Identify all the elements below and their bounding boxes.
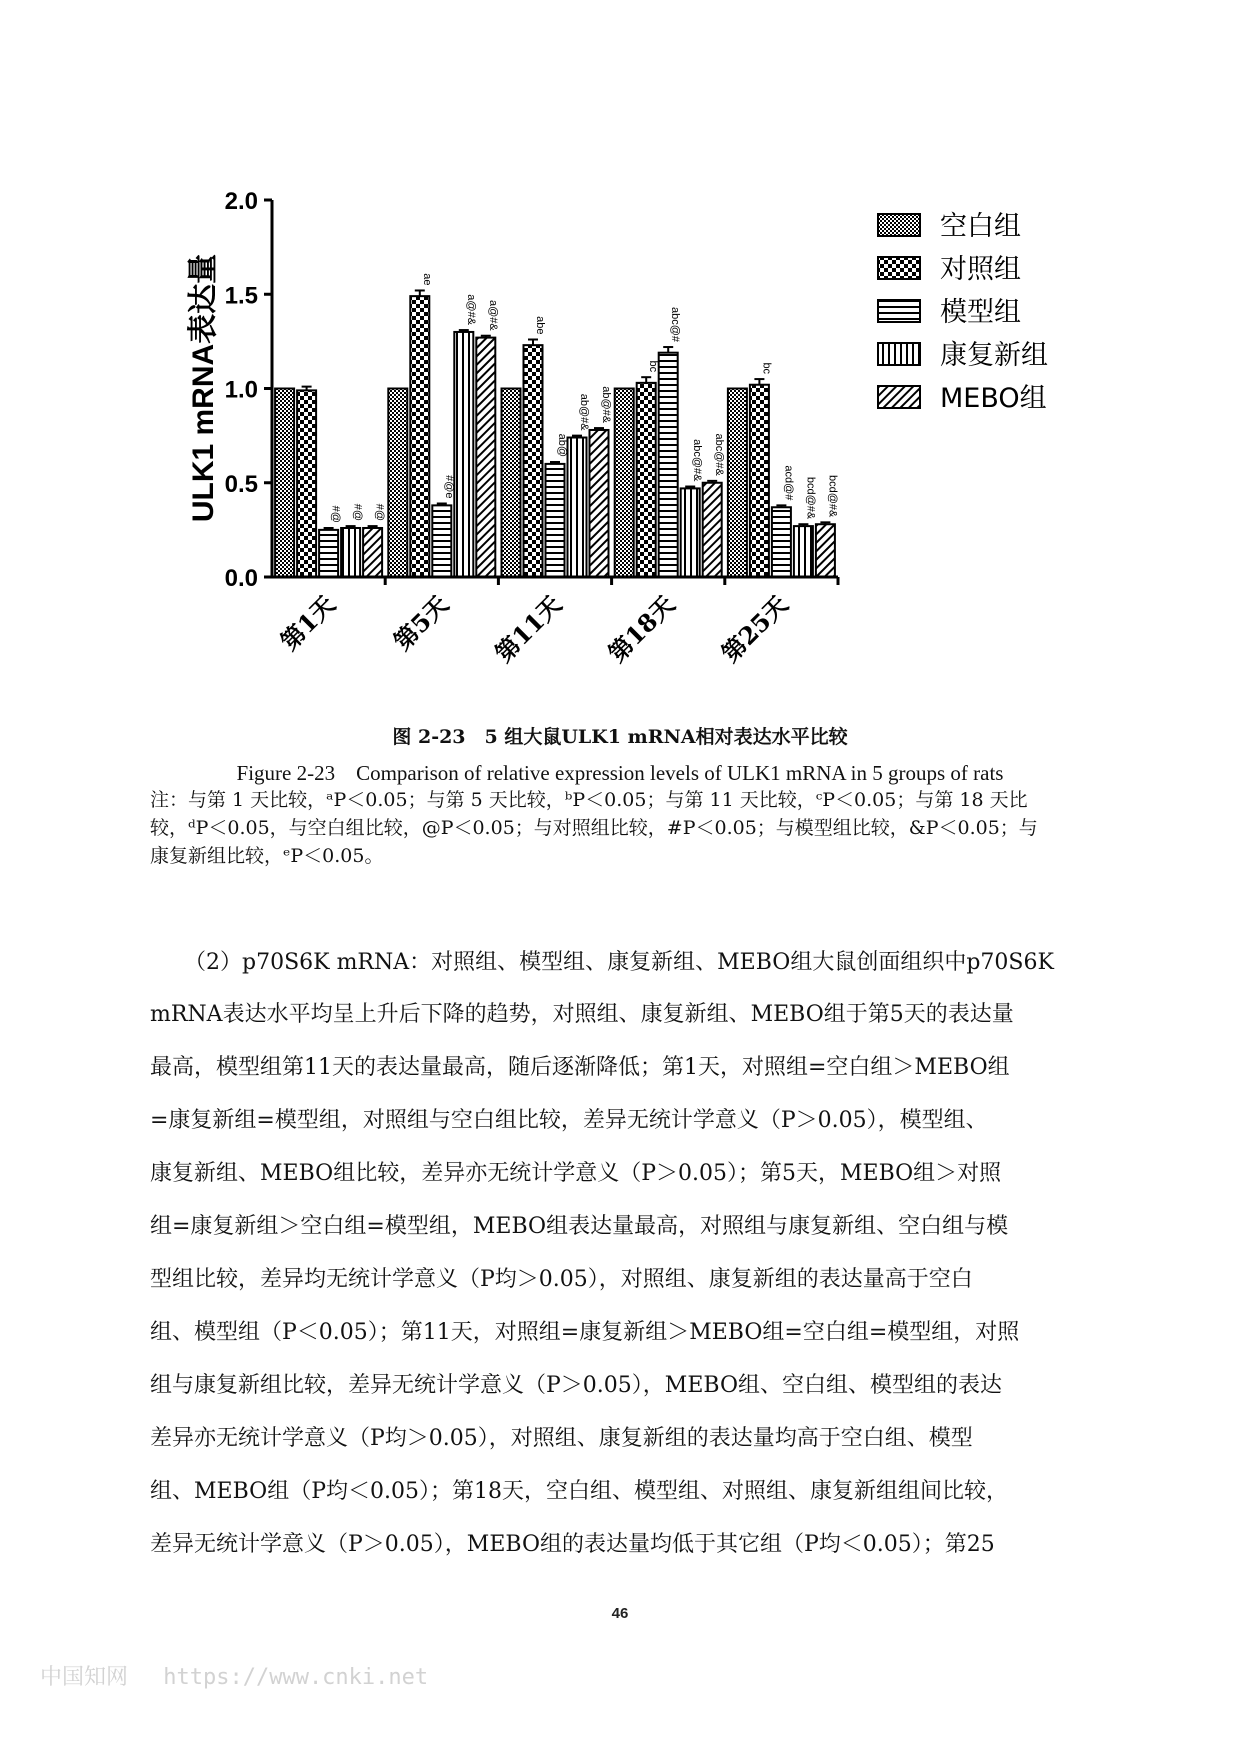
bar (341, 528, 360, 577)
legend-label: MEBO组 (940, 383, 1047, 414)
legend-label: 康复新组 (940, 340, 1048, 371)
data-label: ab@#& (578, 393, 590, 431)
y-tick-label: 1.5 (224, 282, 258, 310)
bar (524, 345, 543, 577)
data-label: #@e (442, 475, 455, 499)
bar (297, 390, 316, 577)
data-label: bc (647, 360, 660, 373)
legend-label: 对照组 (940, 254, 1021, 285)
legend-label: 模型组 (940, 297, 1021, 328)
cnki-watermark: 中国知网 https://www.cnki.net (40, 1665, 429, 1690)
body-text-line: 型组比较，差异均无统计学意义（P均＞0.05），对照组、康复新组的表达量高于空白 (150, 1267, 973, 1292)
figure-caption-cn: 图 2-23 5 组大鼠ULK1 mRNA相对表达水平比较 (392, 726, 848, 748)
data-label: #@ (329, 505, 342, 523)
x-tick-label: 第18天 (602, 589, 681, 668)
x-tick-label: 第25天 (715, 589, 794, 668)
bar (794, 526, 813, 577)
y-tick-label: 0.5 (224, 470, 258, 498)
data-label: bc (760, 362, 773, 375)
body-text-line: 最高，模型组第11天的表达量最高，随后逐渐降低；第1天，对照组=空白组＞MEBO组 (150, 1055, 1010, 1080)
data-label: abc@#& (713, 433, 726, 476)
body-text-line: 组与康复新组比较，差异无统计学意义（P＞0.05），MEBO组、空白组、模型组的表达 (150, 1373, 1002, 1398)
data-label: ae (420, 273, 433, 286)
data-label: a@#& (486, 299, 499, 331)
bar (476, 338, 495, 577)
data-label: ab@#& (600, 386, 612, 424)
bar (568, 438, 587, 577)
data-label: #@ (351, 503, 364, 522)
body-text-line: 组、MEBO组（P均＜0.05）；第18天，空白组、模型组、对照组、康复新组组间比较， (150, 1479, 1008, 1504)
bar (502, 389, 521, 578)
figure-note-line: 较，ᵈP＜0.05，与空白组比较，@P＜0.05；与对照组比较，#P＜0.05；与模型组比较，&P＜0.05；与 (150, 817, 1038, 839)
bar (275, 389, 294, 578)
bar (728, 389, 747, 578)
legend-label: 空白组 (940, 211, 1021, 242)
x-tick-label: 第5天 (387, 589, 455, 656)
legend-swatch (878, 257, 920, 279)
x-tick-label: 第1天 (274, 589, 341, 656)
figure-note-line: 康复新组比较，ᵉP＜0.05。 (150, 845, 384, 867)
ulk1-bar-chart (0, 0, 1240, 720)
y-tick-label: 1.0 (224, 376, 258, 404)
figure-caption-en: Figure 2-23 Comparison of relative expression levels of ULK1 mRNA in 5 groups of rats (236, 761, 1004, 785)
x-tick-label: 第11天 (489, 589, 568, 668)
bar (772, 507, 791, 577)
data-label: abc@#& (691, 439, 704, 482)
legend-swatch (878, 343, 920, 365)
bar (432, 505, 451, 577)
bar (681, 488, 700, 577)
data-label: #@ (373, 503, 386, 522)
legend-swatch (878, 300, 920, 322)
bar (590, 430, 609, 577)
legend-swatch (878, 214, 920, 236)
figure-note-line: 注：与第 1 天比较，ᵃP＜0.05；与第 5 天比较，ᵇP＜0.05；与第 11 天比较，ᶜP＜0.05；与第 18 天比 (150, 789, 1028, 811)
data-label: ab@ (556, 433, 568, 458)
bar (637, 383, 656, 577)
y-axis-label: ULK1 mRNA表达量 (187, 253, 220, 523)
body-text-line: =康复新组=模型组，对照组与空白组比较，差异无统计学意义（P＞0.05），模型组、 (150, 1108, 988, 1133)
bar (454, 332, 473, 577)
body-text-line: （2）p70S6K mRNA：对照组、模型组、康复新组、MEBO组大鼠创面组织中p70S6K (184, 950, 1054, 975)
bar (546, 464, 565, 577)
bar (750, 385, 769, 577)
data-label: a@#& (464, 294, 477, 326)
bar (659, 353, 678, 577)
body-text-line: mRNA表达水平均呈上升后下降的趋势，对照组、康复新组、MEBO组于第5天的表达量 (150, 1002, 1014, 1027)
body-text-line: 组=康复新组＞空白组=模型组，MEBO组表达量最高，对照组与康复新组、空白组与模 (150, 1214, 1009, 1239)
bar (319, 530, 338, 577)
data-label: acd@# (782, 465, 795, 501)
bar (816, 524, 835, 577)
bar (388, 389, 407, 578)
bar (410, 296, 429, 577)
bar (615, 389, 634, 578)
y-tick-label: 0.0 (224, 565, 258, 592)
body-text-line: 差异亦无统计学意义（P均＞0.05），对照组、康复新组的表达量均高于空白组、模型 (150, 1426, 973, 1451)
legend-swatch (878, 386, 920, 408)
body-text-line: 差异无统计学意义（P＞0.05），MEBO组的表达量均低于其它组（P均＜0.05）；第25 (150, 1532, 995, 1557)
bar (703, 483, 722, 577)
body-text-line: 康复新组、MEBO组比较，差异亦无统计学意义（P＞0.05）；第5天，MEBO组＞对照 (150, 1161, 1002, 1186)
y-tick-label: 2.0 (224, 188, 258, 215)
data-label: abc@# (669, 306, 682, 343)
data-label: bcd@#& (804, 476, 817, 520)
bar (363, 528, 382, 577)
data-label: abe (534, 316, 546, 335)
data-label: bcd@#& (826, 474, 839, 518)
body-text-line: 组、模型组（P＜0.05）；第11天，对照组=康复新组＞MEBO组=空白组=模型组，对照 (150, 1320, 1020, 1345)
page-number: 46 (611, 1605, 629, 1622)
